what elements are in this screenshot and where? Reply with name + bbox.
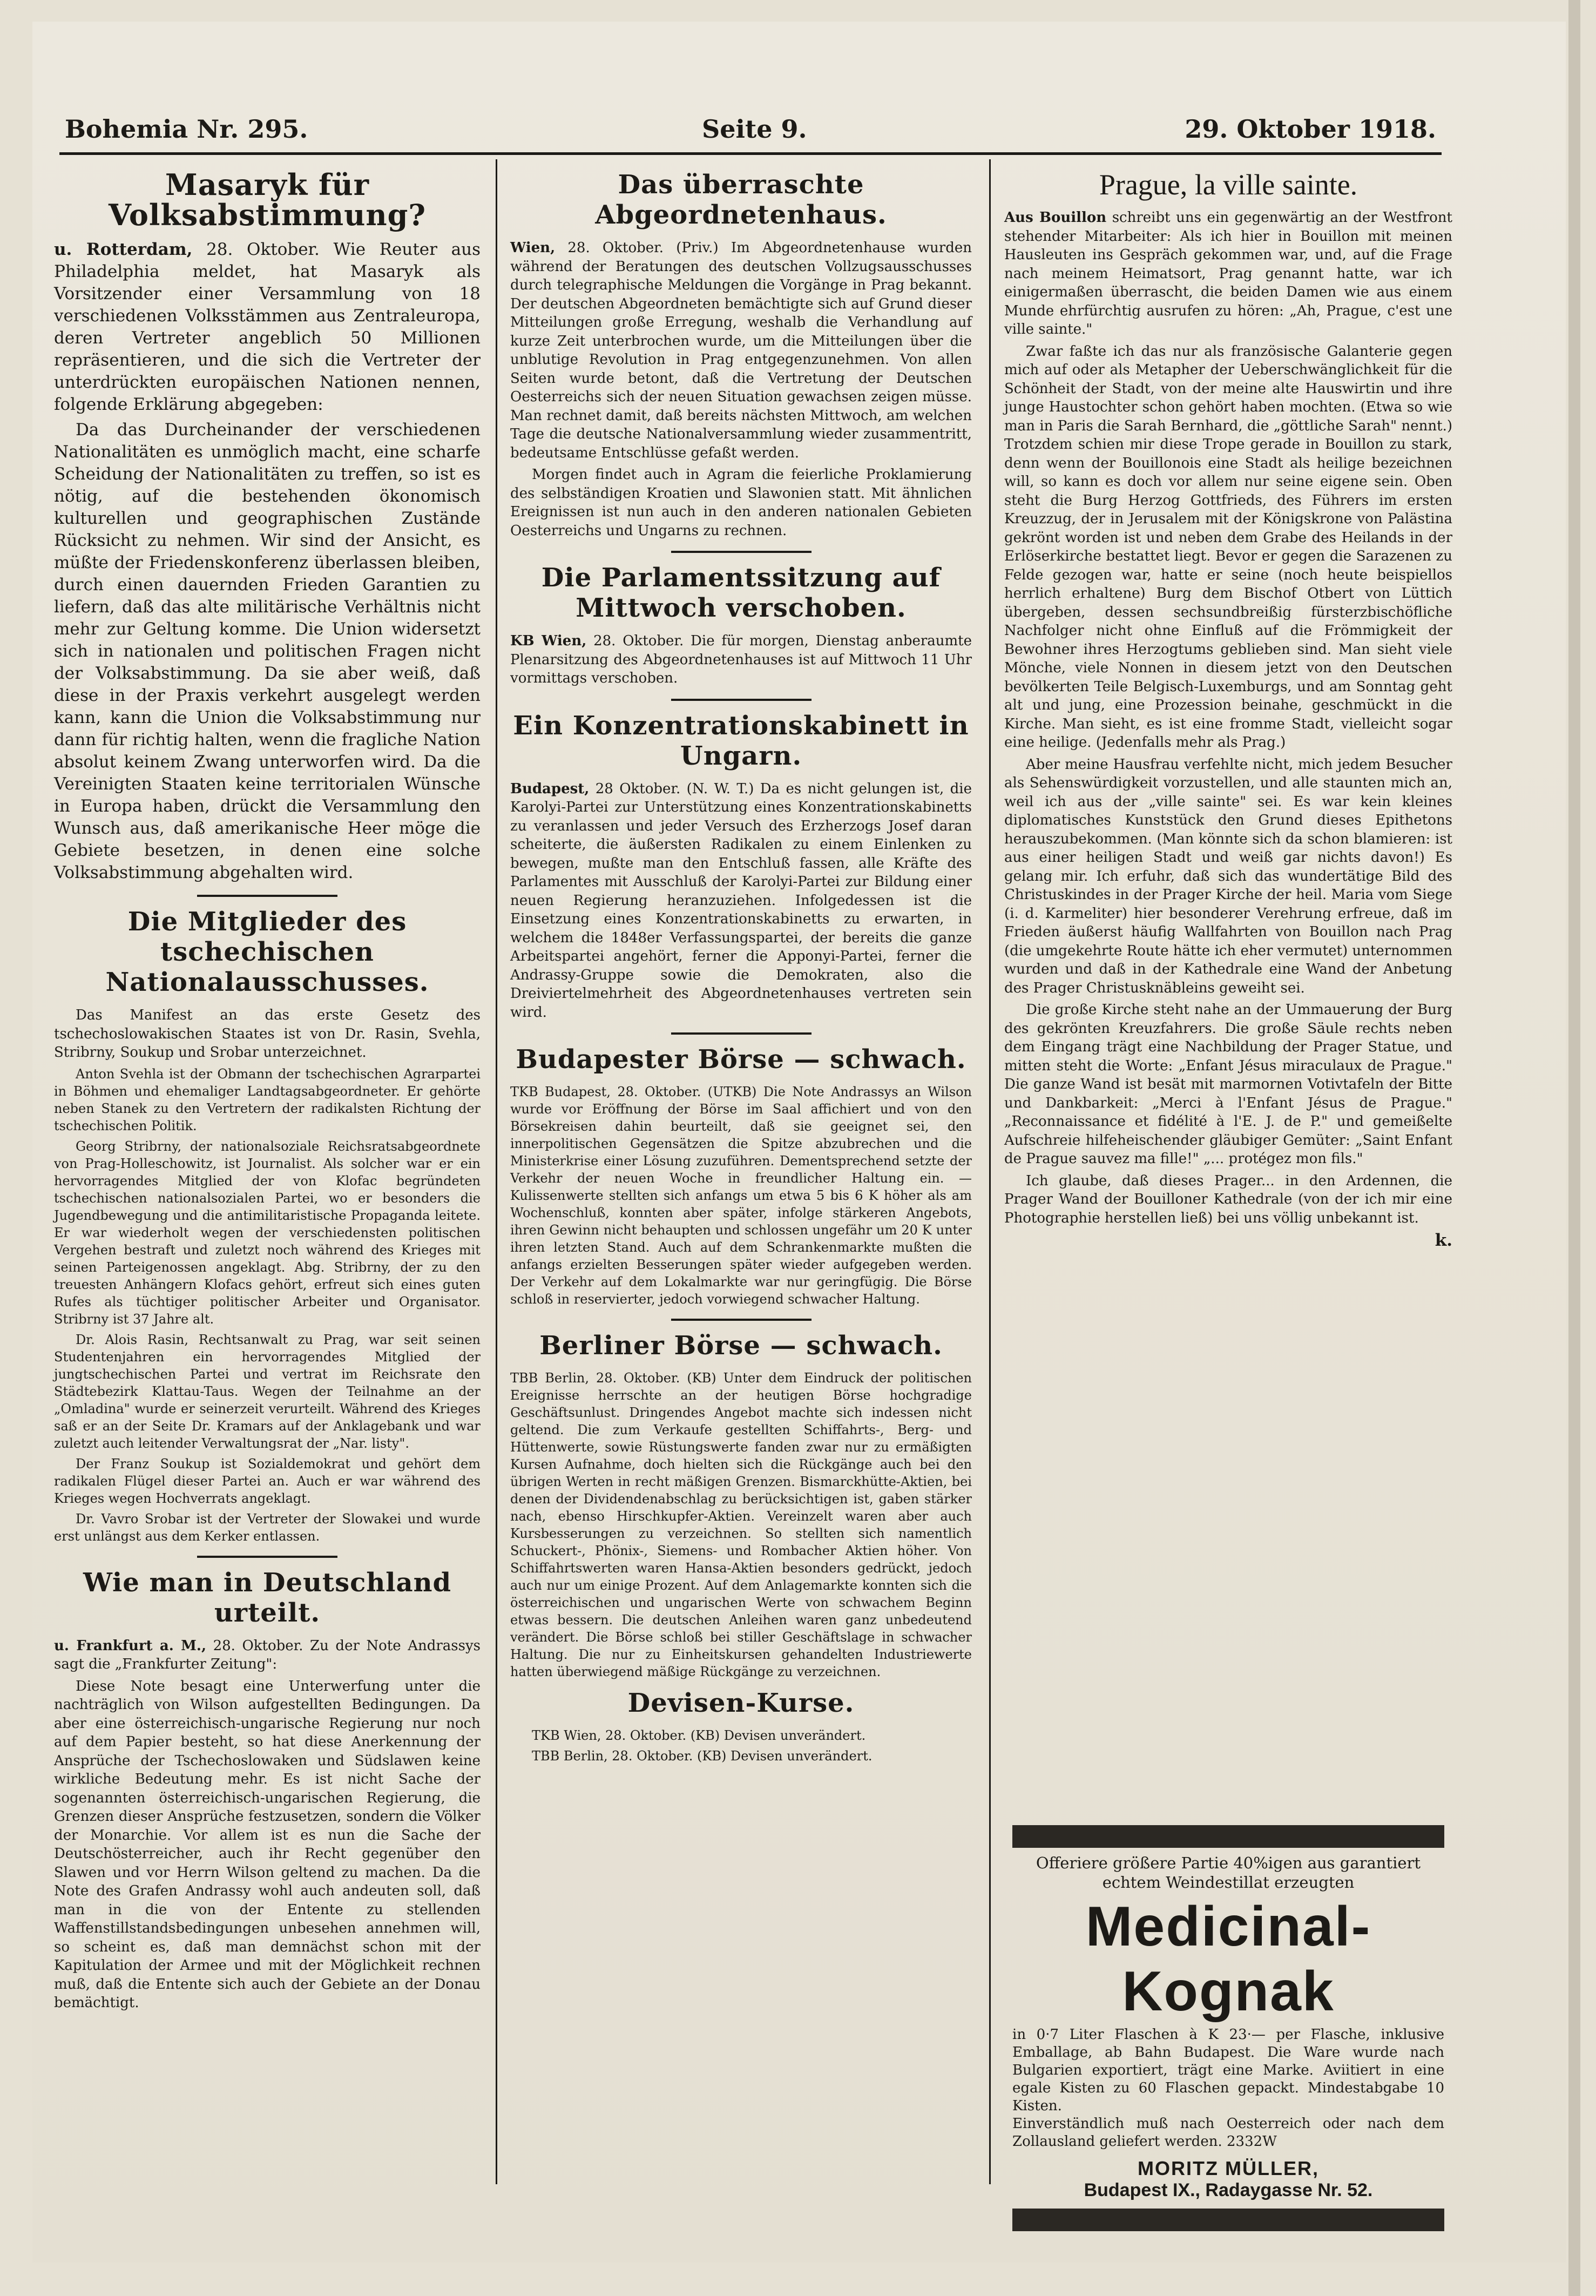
masthead-date: 29. Oktober 1918. [1185, 114, 1436, 144]
paragraph: Georg Stribrny, der nationalsoziale Reichsratsabgeordnete von Prag-Holleschowitz, ist Journalist. Als solcher war er ein hervorragendes Mitglied der von Klofac begründeten tschechischen nationalsozialen Partei, wo er besonders die Jugendbewegung und die antimilitaristische Propaganda leitete. Er war wiederholt wegen der verschiedensten politischen Vergehen bestraft und zuletzt noch während des Krieges mit seinen Parteigenossen angeklagt. Abg. Stribrny, der zu den treuesten Anhängern Klofacs gehört, erfreut sich eines guten Rufes als tüchtiger politischer Arbeiter und Organisator. Stribrny ist 37 Jahre alt. [54, 1138, 481, 1327]
masthead-rule [59, 152, 1442, 155]
paragraph: Zwar faßte ich das nur als französische Galanterie gegen mich auf oder als Metapher der Ueberschwänglichkeit für die Schönheit der Stadt, von der meine alte Hauswirtin und ihre junge Haustochter schon gehört haben mochten. (Etwa so wie man in Paris die Sarah Bernhard, die „göttliche Sarah" nennt.) Trotzdem schien mir diese Trope gerade in Bouillon zu stark, denn wenn der Bouillonois eine Stadt als heilige bezeichnen will, so kann es doch vor allem nur seine eigene sein. Oben steht die Burg Herzog Gottfrieds, des Führers im ersten Kreuzzug, der in Jerusalem mit der Königskrone von Palästina gekrönt worden ist und neben dem Grabe des Heilands in der Erlöserkirche bestattet liegt. Bevor er gegen die Sarazenen zu Felde gezogen war, hatte er seine (noch heute beispiellos herrlich erhaltene) Burg dem Bischof Otbert von Lüttich übergeben, dessen sechsundbreißig fürsterzbischöfliche Nachfolger nicht ohne Einfluß auf die Frömmigkeit der Bewohner ihres Herzogtums geblieben sind. Man sieht viele Mönche, viele Nonnen in diesem jetzt von den Deutschen bevölkerten Teile Belgisch-Luxemburgs, und am Sonntag geht alt und jung, eine Prozession beinahe, geschmückt in die Kirche. Man sieht, es ist eine fromme Stadt, vielleicht sogar eine heilige. (Jedenfalls mehr als Prag.) [1004, 343, 1452, 751]
article-title: Masaryk für Volksabstimmung? [108, 167, 427, 232]
masthead-page: Seite 9. [702, 114, 807, 144]
paragraph: 28. Oktober. (Priv.) Im Abgeordnetenhause wurden während der Beratungen des deutschen Vollzugsausschusses durch telegraphische Meldungen die Vorgänge in Prag bekannt. Der deutschen Abgeordneten bemächtigte sich auf Grund dieser Mitteilungen große Erregung, weshalb die Verhandlung auf kurze Zeit unterbrochen wurde, um die Mitteilungen über die unblutige Revolution in Prag entgegenzunehmen. Von allen Seiten wurde betont, daß die Vertretung der Deutschen Oesterreichs sich der neuen Situation gewachsen zeigen müsse. Man rechnet damit, daß bereits nächsten Mittwoch, am welchen Tage die deutsche Nationalversammlung wieder zusammentritt, bedeutsame Entschlüsse gefaßt werden. [510, 240, 972, 461]
ad-band [1012, 1825, 1444, 1848]
dateline: Wien, [510, 240, 556, 256]
ad-body-note: Einverständlich muß nach Oesterreich oder nach dem Zollausland geliefert werden. 2332W [1012, 2116, 1444, 2150]
paragraph: 28. Oktober. Wie Reuter aus Philadelphia meldet, hat Masaryk als Vorsitzender einer Versammlung von 18 verschiedenen Volksstämmen aus Zentraleuropa, deren Vertreter angeblich 50 Millionen repräsentieren, und die sich die Vertreter der unterdrückten europäischen Nationen nennen, folgende Erklärung abgegeben: [54, 240, 481, 414]
scan-edge [1568, 0, 1580, 2296]
dateline: u. Rotterdam, [54, 240, 193, 259]
article-title: Wie man in Deutschland urteilt. [83, 1567, 452, 1628]
article-title: Prague, la ville sainte. [1099, 168, 1358, 201]
masthead-issue: Bohemia Nr. 295. [65, 114, 308, 144]
column-rule-1 [496, 159, 497, 2184]
separator [671, 1032, 811, 1035]
paragraph: TKB Budapest, 28. Oktober. (UTKB) Die Note Andrassys an Wilson wurde vor Eröffnung der Börse im Saal affichiert und von den Börsekreisen dahin beurteilt, daß sie geeignet sei, den innerpolitischen Gegensätzen die Spitze abzubrechen und die Ministerkrise einer Lösung zuzuführen. Dementsprechend setzte der Verkehr der neuen Woche in freundlicher Haltung ein. — Kulissenwerte stellten sich anfangs um etwa 5 bis 6 K höher als am Wochenschluß, konnten aber später, infolge stärkeren Angebots, ihren Gewinn nicht behaupten und schlossen ungefähr um 20 K unter ihren letzten Stand. Auch auf dem Schrankenmarkte mußten die anfangs erzielten Besserungen später wieder aufgegeben werden. Der Verkehr auf dem Lokalmarkte war nur geringfügig. Die Börse schloß in reservierter, jedoch vorwiegend schwacher Haltung. [510, 1084, 972, 1307]
paragraph: TBB Berlin, 28. Oktober. (KB) Devisen unverändert. [532, 1748, 873, 1764]
advertisement [1012, 1825, 1444, 2200]
article-title: Die Mitglieder des tschechischen Nationalausschusses. [105, 907, 429, 997]
paragraph: Anton Svehla ist der Obmann der tschechischen Agrarpartei in Böhmen und ehemaliger Landtagsabgeordneter. Er gehörte neben Stanek zu den Vertretern der radikalsten Richtung der tschechischen Politik. [54, 1066, 481, 1133]
paragraph: Aber meine Hausfrau verfehlte nicht, mich jedem Besucher als Sehenswürdigkeit vorzustellen, und alle staunten mich an, weil ich aus der „ville sainte" sei. Es war kein kleines diplomatisches Kunststück den Grund dieses Epithetons herauszubekommen. (Man könnte sich da schon blamieren: ist aus einer heiligen Stadt und weiß gar nichts davon!) Es gelang mir. Ich erfuhr, daß sich das wundertätige Bild des Christuskindes in der Prager Kirche der heil. Maria vom Siege (i. d. Karmeliter) hier besonderer Verehrung erfreue, daß im Frieden äußerst häufig Wallfahrten von Bouillon nach Prag (die umgekehrte Route hätte ich eher vermutet) unternommen wurden und daß in der Kathedrale eine Wand der Anbetung des Prager Christusknäbleins geweiht sei. [1004, 756, 1452, 996]
article-title: Berliner Börse — schwach. [539, 1331, 943, 1361]
dateline: u. Frankfurt a. M., [54, 1637, 207, 1654]
separator [671, 551, 811, 553]
separator [197, 895, 337, 897]
paragraph: Ich glaube, daß dieses Prager... in den Ardennen, die Prager Wand der Bouilloner Kathedrale (von der ich mir eine Photographie herstellen ließ) bei uns völlig unbekannt ist. [1004, 1172, 1452, 1226]
masthead [65, 114, 1436, 147]
paragraph: 28. Oktober. Die für morgen, Dienstag anberaumte Plenarsitzung des Abgeordnetenhauses ist auf Mittwoch 11 Uhr vormittags verschoben. [510, 633, 972, 686]
paragraph: Das Manifest an das erste Gesetz des tschechoslowakischen Staates ist von Dr. Rasin, Svehla, Stribrny, Soukup und Srobar unterzeichnet. [54, 1007, 481, 1061]
article-title: Die Parlamentssitzung auf Mittwoch verschoben. [541, 563, 941, 623]
article-title: Ein Konzentrationskabinett in Ungarn. [513, 710, 969, 771]
column-3 [1004, 162, 1452, 1250]
author-signature: k. [1435, 1231, 1452, 1250]
paragraph: Die große Kirche steht nahe an der Ummauerung der Burg des gekrönten Kreuzfahrers. Die große Säule rechts neben dem Eingang trägt eine Nachbildung der Prager Statue, und mitten steht die Worte: „Enfant Jésus miraculaux de Prague." Die ganze Wand ist besät mit marmornen Votivtafeln der Bitte und Dankbarkeit: „Merci à l'Enfant Jésus de Prague." „Reconnaissance et fidélité à l'E. J. de P." und gemeißelte Aufschreie hilfeheischender gläubiger Gemüter: „Saint Enfant de Prague sauvez ma fille!" „... protégez mon fils." [1004, 1002, 1452, 1167]
ad-firm: MORITZ MÜLLER, [1138, 2157, 1319, 2179]
dateline: Budapest, [510, 780, 590, 797]
paragraph: 28 Oktober. (N. W. T.) Da es nicht gelungen ist, die Karolyi-Partei zur Unterstützung eines Konzentrationskabinetts zu veranlassen und jeder Versuch des Erzherzogs Josef daran scheiterte, die äußersten Radikalen zu einem Einlenken zu bewegen, mußte man den Entschluß fassen, alle Kräfte des Parlamentes mit Ausschluß der Karolyi-Partei zur Bildung einer neuen Regierung heranzuziehen. Infolgedessen ist die Einsetzung eines Konzentrationskabinetts zu erwarten, in welchem die 1848er Verfassungspartei, der bereits die ganze Arbeitspartei angehört, ferner die Apponyi-Partei, ferner die Andrassy-Gruppe sowie die Demokraten, also die Dreiviertelmehrheit des Abgeordnetenhauses vertreten sein wird. [510, 780, 972, 1021]
article-title: Das überraschte Abgeordnetenhaus. [595, 170, 887, 230]
ad-address: Budapest IX., Radaygasse Nr. 52. [1084, 2180, 1373, 2200]
ad-band [1012, 2209, 1444, 2231]
paragraph: Diese Note besagt eine Unterwerfung unter die nachträglich von Wilson aufgestellten Bedingungen. Da aber eine österreichisch-ungarische Regierung nur noch auf dem Papier besteht, so hat diese Anerkennung der Ansprüche der Tschechoslowaken und Südslawen keine wirkliche Bedeutung mehr. Es ist nicht Sache der sogenannten österreichisch-ungarischen Regierung, die Grenzen dieser Ansprüche festzusetzen, sondern die Völker der Monarchie. Vor allem ist es nun die Sache der Deutschösterreicher, auch ihr Recht gegenüber den Slawen und vor Herrn Wilson geltend zu machen. Da die Note des Grafen Andrassy wohl auch andeuten soll, daß man in die von der Entente zu stellenden Waffenstillstandsbedingungen unbesehen annehmen will, so scheint es, daß man demnächst schon mit der Kapitulation der Armee und mit der Möglichkeit rechnen muß, daß die Entente sich auch der Gebiete an der Donau bemächtigt. [54, 1678, 481, 2011]
separator [671, 699, 811, 701]
ad-body: in 0·7 Liter Flaschen à K 23·— per Flasche, inklusive Emballage, ab Bahn Budapest. Die Ware wurde nach Bulgarien exportiert, trägt eine Marke. Aviitiert in eine egale Kisten zu 60 Flaschen gepackt. Mindestabgabe 10 Kisten. [1012, 2027, 1444, 2114]
separator [671, 1319, 811, 1321]
paragraph: Da das Durcheinander der verschiedenen Nationalitäten es unmöglich macht, eine scharfe Scheidung der Nationalitäten zu treffen, so ist es nötig, auf die bestehenden ökonomisch kulturellen und geographischen Zustände Rücksicht zu nehmen. Wir sind der Ansicht, es müßte der Friedenskonferenz überlassen bleiben, durch einen dauernden Frieden Garantien zu liefern, daß das alte militärische Verhältnis nicht mehr zur Geltung komme. Die Union widersetzt sich in nationalen und politischen Fragen nicht der Volksabstimmung. Da sie aber weiß, daß diese in der Praxis verkehrt ausgelegt werden kann, kann die Union die Volksabstimmung nur dann für richtig halten, wenn die fragliche Nation absolut keinem Zwang unterworfen wird. Da die Vereinigten Staaten keine territorialen Wünsche in Europa haben, drückt die Versammlung den Wunsch aus, daß amerikanische Heer möge die Gebiete besetzen, in denen eine solche Volksabstimmung abgehalten wird. [54, 420, 481, 882]
column-2 [510, 162, 972, 1768]
ad-brand: Medicinal-Kognak [1085, 1895, 1371, 2023]
column-1 [54, 162, 481, 2016]
dateline: Aus Bouillon [1004, 210, 1107, 226]
dateline: KB Wien, [510, 633, 587, 649]
paragraph: 28. Oktober. Zu der Note Andrassys sagt die „Frankfurter Zeitung": [54, 1637, 481, 1672]
ad-offer: Offeriere größere Partie 40%igen aus garantiert echtem Weindestillat erzeugten [1036, 1854, 1421, 1892]
column-rule-2 [989, 159, 991, 2184]
paragraph: Der Franz Soukup ist Sozialdemokrat und gehört dem radikalen Flügel dieser Partei an. Auch er war während des Krieges wegen Hochverrats angeklagt. [54, 1456, 481, 1506]
paragraph: Dr. Vavro Srobar ist der Vertreter der Slowakei und wurde erst unlängst aus dem Kerker entlassen. [54, 1511, 481, 1544]
paragraph: Dr. Alois Rasin, Rechtsanwalt zu Prag, war seit seinen Studentenjahren ein hervorragendes Mitglied der jungtschechischen Partei und vertrat im Reichsrate den Städtebezirk Klattau-Taus. Wegen der Teilnahme an der „Omladina" wurde er seinerzeit verurteilt. Während des Krieges saß er an der Seite Dr. Kramars auf der Anklagebank und war zuletzt auch leitender Verwaltungsrat der „Nar. listy". [54, 1332, 481, 1451]
paragraph: schreibt uns ein gegenwärtig an der Westfront stehender Mitarbeiter: Als ich hier in Bouillon mit meinen Hausleuten ins Gespräch gekommen war, und, auf die Frage nach meinem Heimatsort, Prag genannt hatte, war ich einigermaßen überrascht, die beiden Damen wie aus einem Munde ehrfürchtig ausrufen zu hören: „Ah, Prague, c'est une ville sainte." [1004, 210, 1452, 337]
paragraph: TBB Berlin, 28. Oktober. (KB) Unter dem Eindruck der politischen Ereignisse herrschte an der heutigen Börse hochgradige Geschäftsunlust. Dringendes Angebot machte sich indessen nicht geltend. Die zum Verkaufe gestellten Schiffahrts-, Berg- und Hüttenwerte, sowie Rüstungswerte fanden zwar nur zu ermäßigten Kursen Aufnahme, doch hielten sich die Rückgänge auch bei den übrigen Werten in recht mäßigen Grenzen. Bismarckhütte-Aktien, bei denen der Dividendenabschlag zu berücksichtigen ist, gaben stärker nach, ebenso Hirschkupfer-Aktien. Vereinzelt waren aber auch Kursbesserungen zu verzeichnen. So stellten sich namentlich Schuckert-, Phönix-, Siemens- und Rombacher Aktien höher. Von Schiffahrtswerten waren Hansa-Aktien besonders gedrückt, jedoch auch nur um einige Prozent. Auf dem Anlagemarkte konnten sich die österreichischen und ungarischen Werte von schwachem Beginn etwas bessern. Die deutschen Anleihen waren ganz unbedeutend verändert. Die Börse schloß bei stiller Geschäftslage in schwacher Haltung. Die nur zu Einheitskursen gehandelten Industriewerte hatten überwiegend mäßige Rückgänge zu verzeichnen. [510, 1370, 972, 1679]
paragraph: Morgen findet auch in Agram die feierliche Proklamierung des selbständigen Kroatien und Slawonien statt. Mit ähnlichen Ereignissen ist nun auch in den anderen nationalen Gebieten Oesterreichs und Ungarns zu rechnen. [510, 467, 972, 539]
article-title: Budapester Börse — schwach. [516, 1044, 966, 1075]
article-title: Devisen-Kurse. [627, 1688, 855, 1718]
paragraph: TKB Wien, 28. Oktober. (KB) Devisen unverändert. [532, 1728, 866, 1743]
separator [197, 1556, 337, 1558]
